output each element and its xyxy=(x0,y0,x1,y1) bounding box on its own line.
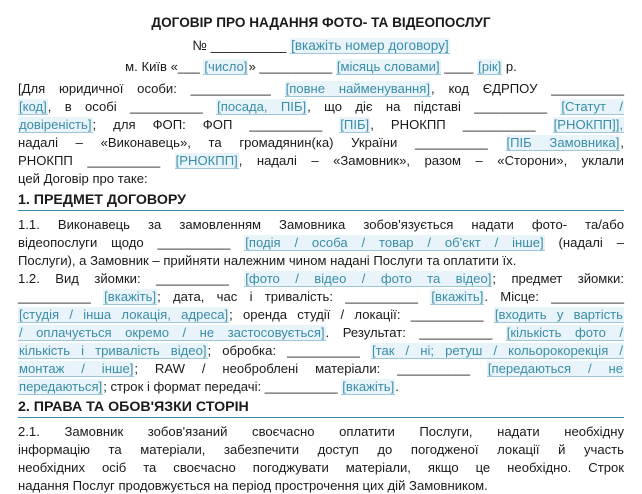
intro-line-1 xyxy=(18,80,624,97)
blank: __________ xyxy=(415,135,488,150)
contract-number-line xyxy=(18,37,624,54)
number-prefix: № xyxy=(192,38,211,53)
para-text: ; обробка: xyxy=(207,343,288,358)
rent-placeholder-cont[interactable]: / оплачується окремо / не застосовується] xyxy=(19,325,325,340)
p11-line-3: Послуги), а Замовник – прийняти належним чином надані Послуги та оплатити їх. xyxy=(18,253,517,268)
para-text: ; строк і формат передачі: xyxy=(103,379,265,394)
blank: __________ xyxy=(345,289,419,304)
year-suffix: р. xyxy=(502,59,517,74)
section-2-divider xyxy=(18,417,624,418)
blank: __________ xyxy=(397,361,470,376)
intro-line-6: цей Договір про таке: xyxy=(18,171,148,186)
blank: __________ xyxy=(130,99,203,114)
city-label: м. Київ « xyxy=(125,59,178,74)
intro-text: , в особі xyxy=(47,99,131,114)
para-text: (надалі – xyxy=(544,235,624,250)
p12-line-1 xyxy=(18,270,624,287)
para-text: ; дата, час і тривалість: xyxy=(157,289,346,304)
intro-line-4 xyxy=(18,134,624,151)
blank: __________ xyxy=(474,99,548,114)
intro-text: надалі – «Виконавець», та громадянин(ка) України xyxy=(18,135,416,150)
date-separator: » xyxy=(248,59,260,74)
para-text: 1.2. Вид зйомки: xyxy=(18,271,157,286)
blank: __________ xyxy=(551,81,625,96)
intro-text: РНОКПП xyxy=(18,153,88,168)
fop-rnokpp-placeholder[interactable]: [РНОКПП]], xyxy=(553,117,624,132)
p12-line-2 xyxy=(18,288,624,305)
p21-line-2: інформацію та матеріали, забезпечити доступ до погодженої локації й участь xyxy=(18,442,624,457)
section-1-heading: 1. ПРЕДМЕТ ДОГОВОРУ xyxy=(18,192,186,208)
position-placeholder[interactable]: [посада, ПІБ] xyxy=(217,99,307,114)
fop-name-placeholder[interactable]: [ПІБ] xyxy=(340,117,370,132)
p11-line-2 xyxy=(18,234,624,251)
processing-placeholder-cont[interactable]: монтаж / інше] xyxy=(19,361,134,376)
subject-placeholder[interactable]: [подія / особа / товар / об'єкт / інше] xyxy=(245,235,544,250)
blank: __________ xyxy=(410,307,484,322)
p12-line-3 xyxy=(18,306,624,323)
p21-line-1: 2.1. Замовник зобов'язаний своєчасно оплатити Послуги, надати необхідну xyxy=(18,424,624,439)
blank: __________ xyxy=(18,289,91,304)
p12-line-4 xyxy=(18,324,624,341)
city-date-line xyxy=(18,58,624,75)
delivery-placeholder[interactable]: [вкажіть] xyxy=(342,379,395,394)
blank: __________ xyxy=(264,379,338,394)
number-placeholder[interactable]: [вкажіть номер договору] xyxy=(291,38,449,53)
blank: __________ xyxy=(551,289,625,304)
raw-placeholder[interactable]: [передаються / не xyxy=(487,361,623,376)
company-name-placeholder[interactable]: [повне найменування] xyxy=(285,81,431,96)
p12-line-6 xyxy=(18,360,624,377)
intro-text: , надалі – «Замовник», разом – «Сторони», уклали xyxy=(238,153,624,168)
para-text: . Результат: xyxy=(325,325,420,340)
blank: __________ xyxy=(287,343,360,358)
intro-line-2 xyxy=(18,98,624,115)
blank: __________ xyxy=(156,271,229,286)
basis-placeholder-cont[interactable]: довіреність] xyxy=(19,117,92,132)
edrpou-placeholder[interactable]: [код] xyxy=(19,99,47,114)
p21-line-3: необхідних осіб та своєчасно погоджувати матеріали, якщо це необхідно. Строк xyxy=(18,460,624,475)
para-text: ; оренда студії / локації: xyxy=(229,307,411,322)
p21-line-4: надання Послуг продовжується на період прострочення цих дій Замовником. xyxy=(18,478,488,493)
intro-text: ; для ФОП: ФОП xyxy=(92,117,250,132)
section-1-divider xyxy=(18,210,624,211)
processing-placeholder[interactable]: [так / ні; ретуш / кольорокорекція / xyxy=(371,343,623,358)
para-text: ; предмет зйомки: xyxy=(492,271,624,286)
basis-placeholder[interactable]: [Статут / xyxy=(561,99,623,114)
location-placeholder[interactable]: [студія / інша локація, адреса] xyxy=(19,307,229,322)
datetime-placeholder[interactable]: [вкажіть] xyxy=(431,289,484,304)
result-placeholder-cont[interactable]: кількість і тривалість відео] xyxy=(19,343,207,358)
blank: __________ xyxy=(249,117,323,132)
year-placeholder[interactable]: [рік] xyxy=(478,59,502,74)
intro-line-3 xyxy=(18,116,624,133)
blank: __________ xyxy=(157,235,231,250)
customer-rnokpp-placeholder[interactable]: [РНОКПП] xyxy=(175,153,238,168)
intro-text: [Для юридичної особи: xyxy=(18,81,191,96)
month-placeholder[interactable]: [місяць словами] xyxy=(336,59,440,74)
intro-text: , що діє на підставі xyxy=(307,99,475,114)
blank: __________ xyxy=(87,153,161,168)
p12-line-5 xyxy=(18,342,624,359)
shoot-subject-placeholder[interactable]: [вкажіть] xyxy=(104,289,157,304)
month-blank: __________ xyxy=(259,59,333,74)
para-text: . xyxy=(395,379,399,394)
p11-line-1: 1.1. Виконавець за замовленням Замовника зобов'язується надати фото- та/або xyxy=(18,217,624,232)
intro-line-5 xyxy=(18,152,624,169)
customer-name-placeholder[interactable]: [ПІБ Замовника] xyxy=(506,135,620,150)
para-text: відеопослуги щодо xyxy=(18,235,158,250)
blank: __________ xyxy=(419,325,493,340)
day-blank: ___ xyxy=(177,59,200,74)
intro-text: , xyxy=(620,135,624,150)
shoot-type-placeholder[interactable]: [фото / відео / фото та відео] xyxy=(245,271,492,286)
blank: __________ xyxy=(462,117,536,132)
para-text: ; RAW / необроблені матеріали: xyxy=(134,361,398,376)
day-placeholder[interactable]: [число] xyxy=(204,59,248,74)
section-2-heading: 2. ПРАВА ТА ОБОВ'ЯЗКИ СТОРІН xyxy=(18,399,249,415)
raw-placeholder-cont[interactable]: передаються] xyxy=(19,379,103,394)
result-placeholder[interactable]: [кількість фото / xyxy=(506,325,624,340)
document-title: ДОГОВІР ПРО НАДАННЯ ФОТО- ТА ВІДЕОПОСЛУГ xyxy=(151,15,491,30)
intro-text: , РНОКПП xyxy=(370,117,463,132)
year-blank: ____ xyxy=(440,59,474,74)
intro-text: , код ЄДРПОУ xyxy=(431,81,552,96)
para-text: . Місце: xyxy=(484,289,552,304)
p12-line-7 xyxy=(18,378,624,395)
blank: ___________ xyxy=(190,81,271,96)
number-blank: __________ xyxy=(210,38,287,53)
rent-placeholder[interactable]: [входить у вартість xyxy=(494,307,623,322)
